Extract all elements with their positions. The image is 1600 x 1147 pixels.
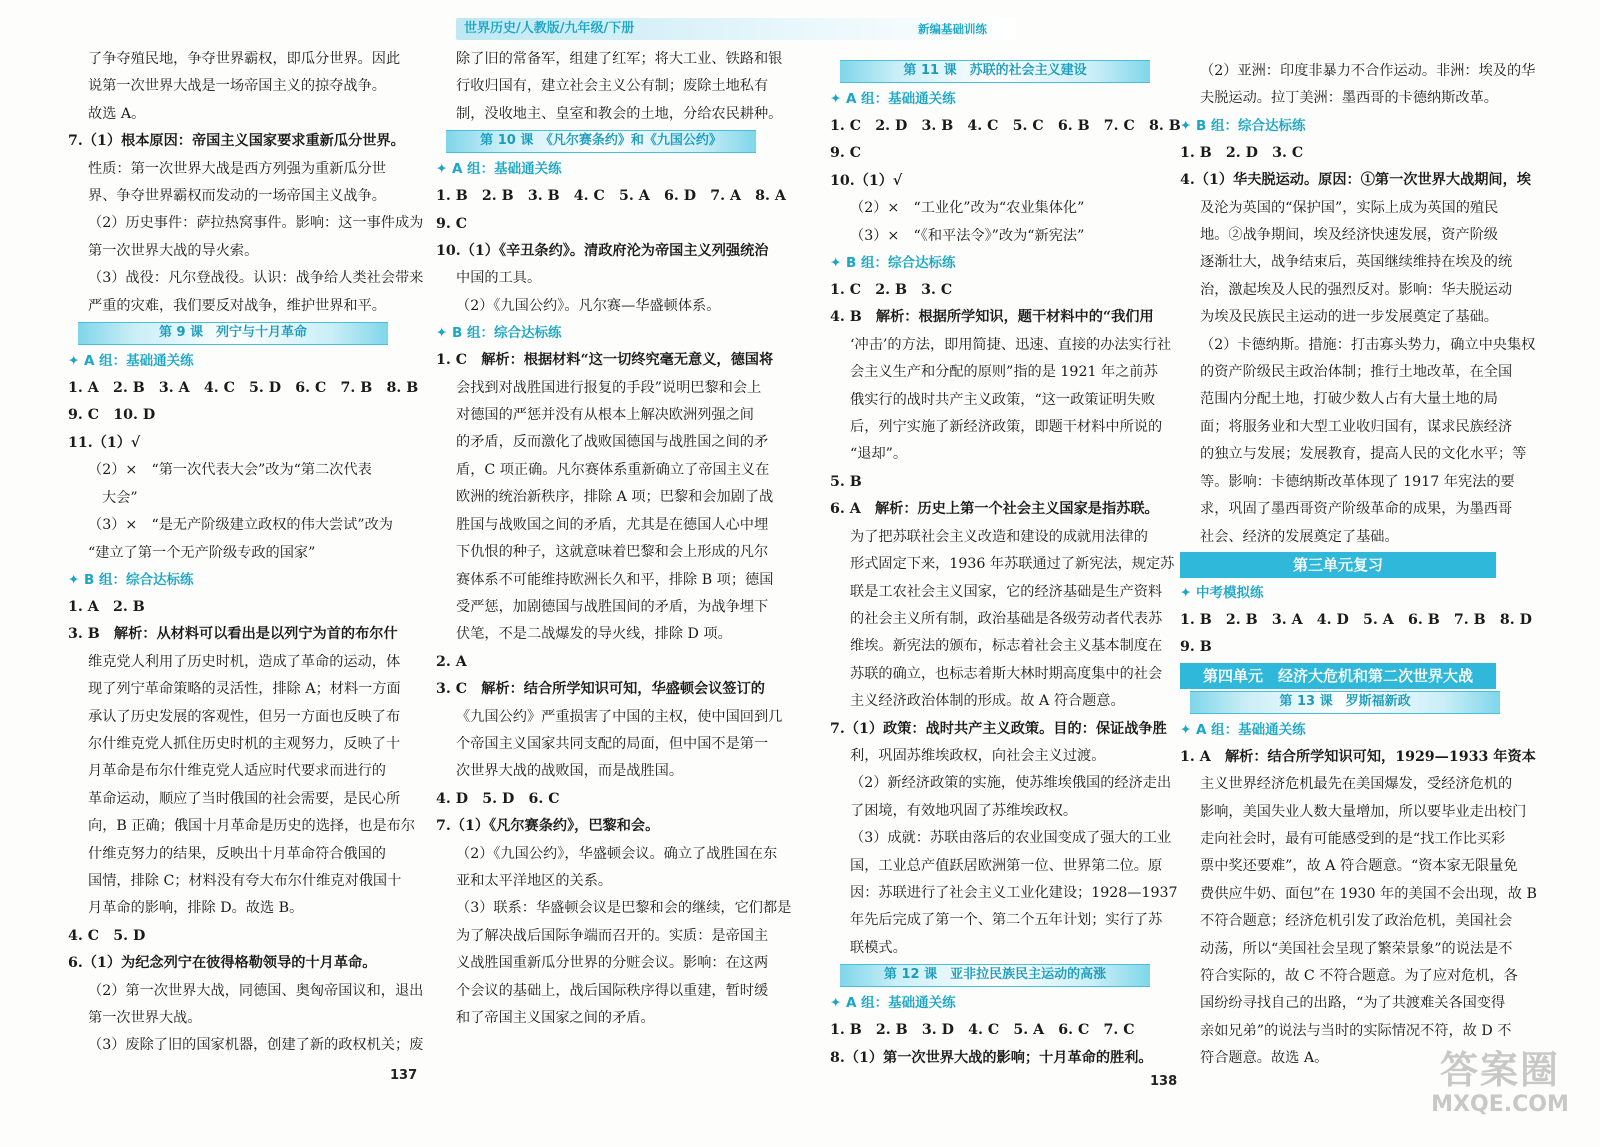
answer-line: 国，工业总产值跃居欧洲第一位、世界第二位。原 <box>850 857 1163 874</box>
group-heading: ✦ B 组：综合达标练 <box>436 325 562 342</box>
answer-line: ‘冲击’的方法，即用简捷、迅速、直接的办法实行社 <box>850 336 1172 353</box>
answer-line: 治，激起埃及人民的强烈反对。影响：华夫脱运动 <box>1200 281 1513 298</box>
answer-line: 为了解决战后国际争端而召开的。实质：是帝国主 <box>456 927 769 944</box>
answer-line: 了争夺殖民地，争夺世界霸权，即瓜分世界。因此 <box>88 51 401 67</box>
answer-line: 1. B 2. B 3. D 4. C 5. A 6. C 7. C <box>830 1022 1135 1039</box>
answer-line: 个帝国主义国家共同支配的局面，但中国不是第一 <box>456 735 769 752</box>
answer-line: 的资产阶级民主政治体制；推行土地改革，在全国 <box>1200 364 1513 381</box>
answer-line: 联模式。 <box>850 939 907 956</box>
lesson-banner: 第 10 课 《凡尔赛条约》和《九国公约》 <box>446 130 756 153</box>
running-header <box>456 18 1016 40</box>
answer-line: 制，没收地主、皇室和教会的土地，分给农民耕种。 <box>456 105 783 122</box>
answer-line: 主义世界经济危机最先在美国爆发，受经济危机的 <box>1200 776 1513 793</box>
group-heading: ✦ 中考模拟练 <box>1180 584 1264 601</box>
answer-line: 及沦为英国的“保护国”，实际上成为英国的殖民 <box>1200 199 1499 216</box>
answer-line: 走向社会时，最有可能感受到的是“找工作比买彩 <box>1200 830 1506 847</box>
answer-line: 了困境，有效地巩固了苏维埃政权。 <box>850 802 1078 819</box>
answer-line: 赛体系不可能维持欧洲长久和平，排除 B 项；德国 <box>456 571 774 588</box>
answer-line: 为埃及民族民主运动的进一步发展奠定了基础。 <box>1200 309 1498 326</box>
answer-line: 会主义生产和分配的原则”指的是 1921 年之前苏 <box>850 364 1158 381</box>
answer-line: 1. B 2. D 3. C <box>1180 144 1304 161</box>
group-heading: ✦ B 组：综合达标练 <box>1180 117 1306 134</box>
answer-line: 10.（1）√ <box>830 172 903 189</box>
answer-line: 逐渐壮大，战争结束后，英国继续维持在埃及的统 <box>1200 254 1513 271</box>
answer-line: （2）卡德纳斯。措施：打击寡头势力，确立中央集权 <box>1200 336 1536 353</box>
answer-line: 面；将服务业和大型工业收归国有，谋求民族经济 <box>1200 418 1513 435</box>
group-heading: ✦ A 组：基础通关练 <box>830 995 956 1012</box>
answer-line: 1. B 2. B 3. B 4. C 5. A 6. D 7. A 8. A <box>436 188 786 205</box>
answer-line: 俄实行的战时共产主义政策，“这一政策证明失败 <box>850 391 1156 408</box>
answer-line: 义战胜国重新瓜分世界的分赃会议。影响：在这两 <box>456 955 769 972</box>
answer-line: 欧洲的统治新秩序，排除 A 项；巴黎和会加剧了战 <box>456 489 774 506</box>
answer-line: （3）废除了旧的国家机器，创建了新的政权机关；废 <box>88 1037 424 1054</box>
lesson-banner: 第 9 课 列宁与十月革命 <box>78 322 388 345</box>
answer-line: 后，列宁实施了新经济政策，即题干材料中所说的 <box>850 419 1163 436</box>
answer-line: 尔什维克党人抓住历史时机的主观努力，反映了十 <box>88 735 401 752</box>
answer-line: （2）新经济政策的实施，使苏维埃俄国的经济走出 <box>850 775 1172 792</box>
answer-line: 动荡，所以“美国社会呈现了繁荣景象”的说法是不 <box>1200 940 1513 957</box>
answer-line: 性质：第一次世界大战是西方列强为重新瓜分世 <box>88 160 386 177</box>
answer-line: 符合题意。故选 A。 <box>1200 1050 1329 1067</box>
answer-line: 年先后完成了第一个、第二个五年计划；实行了苏 <box>850 912 1163 929</box>
lesson-banner: 第 13 课 罗斯福新政 <box>1190 691 1500 714</box>
answer-line: 符合实际的，故 C 不符合题意。为了应对危机，各 <box>1200 967 1518 984</box>
answer-line: 4.（1）华夫脱运动。原因：①第一次世界大战期间，埃 <box>1180 172 1531 189</box>
answer-line: 中国的工具。 <box>456 270 542 287</box>
answer-line: 国纷纷寻找自己的出路，“为了共渡难关各国变得 <box>1200 995 1506 1012</box>
answer-line: （2）《九国公约》，华盛顿会议。确立了战胜国在东 <box>456 845 778 862</box>
watermark-domain: MXQE.COM <box>1431 1092 1569 1117</box>
answer-line: （3）成就：苏联由落后的农业国变成了强大的工业 <box>850 830 1172 847</box>
answer-line: （3）× “是无产阶级建立政权的伟大尝试”改为 <box>88 517 393 534</box>
answer-line: 主义经济政治体制的形成。故 A 符合题意。 <box>850 693 1125 710</box>
answer-line: 个会议的基础上，战后国际秩序得以重建，暂时缓 <box>456 982 769 999</box>
answer-line: （2）历史事件：萨拉热窝事件。影响：这一事件成为 <box>88 215 424 232</box>
answer-line: 1. A 2. B 3. A 4. C 5. D 6. C 7. B 8. B <box>68 380 419 397</box>
answer-line: 承认了历史发展的客观性，但另一方面也反映了布 <box>88 708 401 725</box>
answer-line: 苏联的确立，也标志着斯大林时期高度集中的社会 <box>850 665 1163 682</box>
page-number-left: 137 <box>390 1068 418 1083</box>
answer-line: 1. A 2. B <box>68 598 145 615</box>
answer-line: 1. C 2. B 3. C <box>830 282 953 299</box>
answer-line: “退却”。 <box>850 446 908 463</box>
answer-line: 为了把苏联社会主义改造和建设的成就用法律的 <box>850 528 1148 545</box>
answer-line: 社会、经济的发展奠定了基础。 <box>1200 528 1399 545</box>
answer-line: 第一次世界大战。 <box>88 1010 202 1026</box>
answer-line: （3）× “《和平法令》”改为“新宪法” <box>850 227 1085 244</box>
answer-line: 不符合题意；经济危机引发了政治危机，美国社会 <box>1200 913 1513 930</box>
answer-line: 10.（1）《辛丑条约》。清政府沦为帝国主义列强统治 <box>436 243 769 260</box>
answer-line: 说第一次世界大战是一场帝国主义的掠夺战争。 <box>88 78 386 95</box>
answer-line: 求，巩固了墨西哥资产阶级革命的成果，为墨西哥 <box>1200 501 1513 518</box>
answer-line: （2）× “第一次代表大会”改为“第二次代表 <box>88 462 372 479</box>
answer-line: 月革命的影响，排除 D。故选 B。 <box>88 900 304 917</box>
answer-line: 11.（1）√ <box>68 434 141 451</box>
answer-line: 影响，美国失业人数大量增加，所以要毕业走出校门 <box>1200 803 1527 820</box>
answer-line: 4. B 解析：根据所学知识，题干材料中的“我们用 <box>830 309 1154 326</box>
answer-line: 什维克努力的结果，反映出十月革命符合俄国的 <box>88 845 386 862</box>
watermark-brand: 答案圈 <box>1439 1048 1560 1092</box>
answer-line: 亲如兄弟”的说法与当时的实际情况不符，故 D 不 <box>1200 1022 1512 1039</box>
answer-line: 票中奖还要难”，故 A 符合题意。“资本家无限量免 <box>1200 858 1518 875</box>
answer-line: 范围内分配土地，打破少数人占有大量土地的局 <box>1200 391 1498 408</box>
answer-line: 4. C 5. D <box>68 927 146 944</box>
answer-line: （2）第一次世界大战，同德国、奥匈帝国议和，退出 <box>88 982 424 999</box>
group-heading: ✦ A 组：基础通关练 <box>1180 721 1306 738</box>
answer-line: 伏笔，不是二战爆发的导火线，排除 D 项。 <box>456 626 732 643</box>
answer-line: 等。影响：卡德纳斯改革体现了 1917 年宪法的要 <box>1200 473 1515 490</box>
answer-line: 3. B 解析：从材料可以看出是以列宁为首的布尔什 <box>68 626 398 643</box>
watermark <box>1430 1048 1570 1118</box>
group-heading: ✦ B 组：综合达标练 <box>68 571 194 588</box>
answer-line: 向，B 正确；俄国十月革命是历史的选择，也是布尔 <box>88 818 416 835</box>
answer-line: 2. A <box>436 653 467 670</box>
answer-line: 会找到对战胜国进行报复的手段”说明巴黎和会上 <box>456 379 762 396</box>
book-title: 世界历史/人教版/九年级/下册 <box>464 21 635 36</box>
answer-line: 除了旧的常备军，组建了红军；将大工业、铁路和银 <box>456 51 783 67</box>
answer-line: 盾，C 项正确。凡尔赛体系重新确立了帝国主义在 <box>456 461 770 478</box>
answer-line: “建立了第一个无产阶级专政的国家” <box>88 544 316 561</box>
answer-line: 的独立与发展；发展教育，提高人民的文化水平；等 <box>1200 446 1527 463</box>
answer-line: 8.（1）第一次世界大战的影响；十月革命的胜利。 <box>830 1049 1153 1066</box>
answer-line: 7.（1）根本原因：帝国主义国家要求重新瓜分世界。 <box>68 133 405 150</box>
answer-line: 现了列宁革命策略的灵活性，排除 A；材料一方面 <box>88 681 401 698</box>
answer-line: 1. B 2. B 3. A 4. D 5. A 6. B 7. B 8. D <box>1180 611 1532 628</box>
answer-line: 次世界大战的战败国，而是战胜国。 <box>456 763 684 780</box>
answer-line: 6.（1）为纪念列宁在彼得格勒领导的十月革命。 <box>68 955 377 972</box>
answer-line: （2）《九国公约》。凡尔赛—华盛顿体系。 <box>456 297 721 314</box>
answer-line: （2）× “工业化”改为“农业集体化” <box>850 200 1085 217</box>
answer-line: 亚和太平洋地区的关系。 <box>456 872 613 889</box>
answer-line: 5. B <box>830 473 862 490</box>
answer-line: 3. C 解析：结合所学知识可知，华盛顿会议签订的 <box>436 681 765 698</box>
series-title: 新编基础训练 <box>918 22 987 36</box>
answer-line: （3）联系：华盛顿会议是巴黎和会的继续，它们都是 <box>456 900 792 917</box>
lesson-banner: 第 12 课 亚非拉民族民主运动的高涨 <box>840 964 1150 987</box>
answer-line: 维克党人利用了历史时机，造成了革命的运动，体 <box>88 653 401 670</box>
group-heading: ✦ A 组：基础通关练 <box>68 353 194 370</box>
answer-line: 1. C 2. D 3. B 4. C 5. C 6. B 7. C 8. B <box>830 118 1181 134</box>
answer-line: 和了帝国主义国家之间的矛盾。 <box>456 1010 655 1026</box>
unit-banner: 第四单元 经济大危机和第二次世界大战 <box>1180 663 1496 689</box>
unit-banner: 第三单元复习 <box>1180 552 1496 578</box>
answer-line: 9. C <box>830 145 862 162</box>
answer-line: 第一次世界大战的导火索。 <box>88 242 259 259</box>
answer-line: 界、争夺世界霸权而发动的一场帝国主义战争。 <box>88 188 386 205</box>
answer-line: 严重的灾难，我们要反对战争，维护世界和平。 <box>88 297 386 314</box>
answer-line: 1. A 解析：结合所学知识可知，1929—1933 年资本 <box>1180 748 1536 765</box>
answer-line: 下仇恨的种子，这就意味着巴黎和会上形成的凡尔 <box>456 544 769 561</box>
answer-line: 形式固定下来，1936 年苏联通过了新宪法，规定苏 <box>850 556 1175 573</box>
answer-line: 《九国公约》严重损害了中国的主权，使中国回到几 <box>456 708 783 725</box>
answer-line: 胜国与战败国之间的矛盾，尤其是在德国人心中埋 <box>456 516 769 533</box>
answer-line: 7.（1）政策：战时共产主义政策。目的：保证战争胜 <box>830 720 1167 737</box>
answer-line: 联是工农社会主义国家，它的经济基础是生产资料 <box>850 583 1163 600</box>
group-heading: ✦ A 组：基础通关练 <box>436 161 562 178</box>
lesson-banner: 第 11 课 苏联的社会主义建设 <box>840 60 1150 83</box>
answer-line: 9. B <box>1180 639 1212 656</box>
answer-line: 的社会主义所有制，政治基础是各级劳动者代表苏 <box>850 610 1163 627</box>
answer-line: 夫脱运动。拉丁美洲：墨西哥的卡德纳斯改革。 <box>1200 90 1498 107</box>
group-heading: ✦ A 组：基础通关练 <box>830 91 956 107</box>
answer-column-3 <box>830 58 1181 1072</box>
answer-line: 月革命是布尔什维克党人适应时代要求而进行的 <box>88 763 386 780</box>
answer-line: 6. A 解析：历史上第一个社会主义国家是指苏联。 <box>830 501 1159 518</box>
answer-column-2 <box>436 46 792 1032</box>
answer-line: 的矛盾，反而激化了战败国德国与战胜国之间的矛 <box>456 434 769 451</box>
group-heading: ✦ B 组：综合达标练 <box>830 255 956 272</box>
answer-column-4 <box>1180 58 1537 1073</box>
answer-line: 行收归国有，建立社会主义公有制；废除土地私有 <box>456 78 769 95</box>
answer-line: （2）亚洲：印度非暴力不合作运动。非洲：埃及的华 <box>1200 63 1536 79</box>
answer-line: 4. D 5. D 6. C <box>436 790 560 807</box>
page-number-right: 138 <box>1150 1074 1178 1089</box>
answer-line: 7.（1）《凡尔赛条约》，巴黎和会。 <box>436 818 660 835</box>
answer-line: 因：苏联进行了社会主义工业化建设；1928—1937 <box>850 884 1178 901</box>
answer-line: 9. C 10. D <box>68 407 156 424</box>
answer-line: 国情，排除 C；材料没有夸大布尔什维克对俄国十 <box>88 872 402 889</box>
answer-line: 故选 A。 <box>88 105 146 122</box>
answer-line: 大会” <box>102 489 138 506</box>
answer-line: 受严惩，加剧德国与战胜国间的矛盾，为战争埋下 <box>456 598 769 615</box>
answer-line: 维埃。新宪法的颁布，标志着社会主义基本制度在 <box>850 638 1163 655</box>
answer-line: 1. C 解析：根据材料“这一切终究毫无意义，德国将 <box>436 352 774 369</box>
answer-line: 地。②战争期间，埃及经济快速发展，资产阶级 <box>1200 227 1498 244</box>
answer-line: 利，巩固苏维埃政权，向社会主义过渡。 <box>850 747 1106 764</box>
answer-line: （3）战役：凡尔登战役。认识：战争给人类社会带来 <box>88 270 424 287</box>
answer-line: 费供应牛奶、面包”在 1930 年的美国不会出现，故 B <box>1200 885 1537 902</box>
answer-line: 对德国的严惩并没有从根本上解决欧洲列强之间 <box>456 407 754 424</box>
answer-line: 革命运动，顺应了当时俄国的社会需要，是民心所 <box>88 790 401 807</box>
answer-column-1 <box>68 46 424 1060</box>
answer-line: 9. C <box>436 215 468 232</box>
